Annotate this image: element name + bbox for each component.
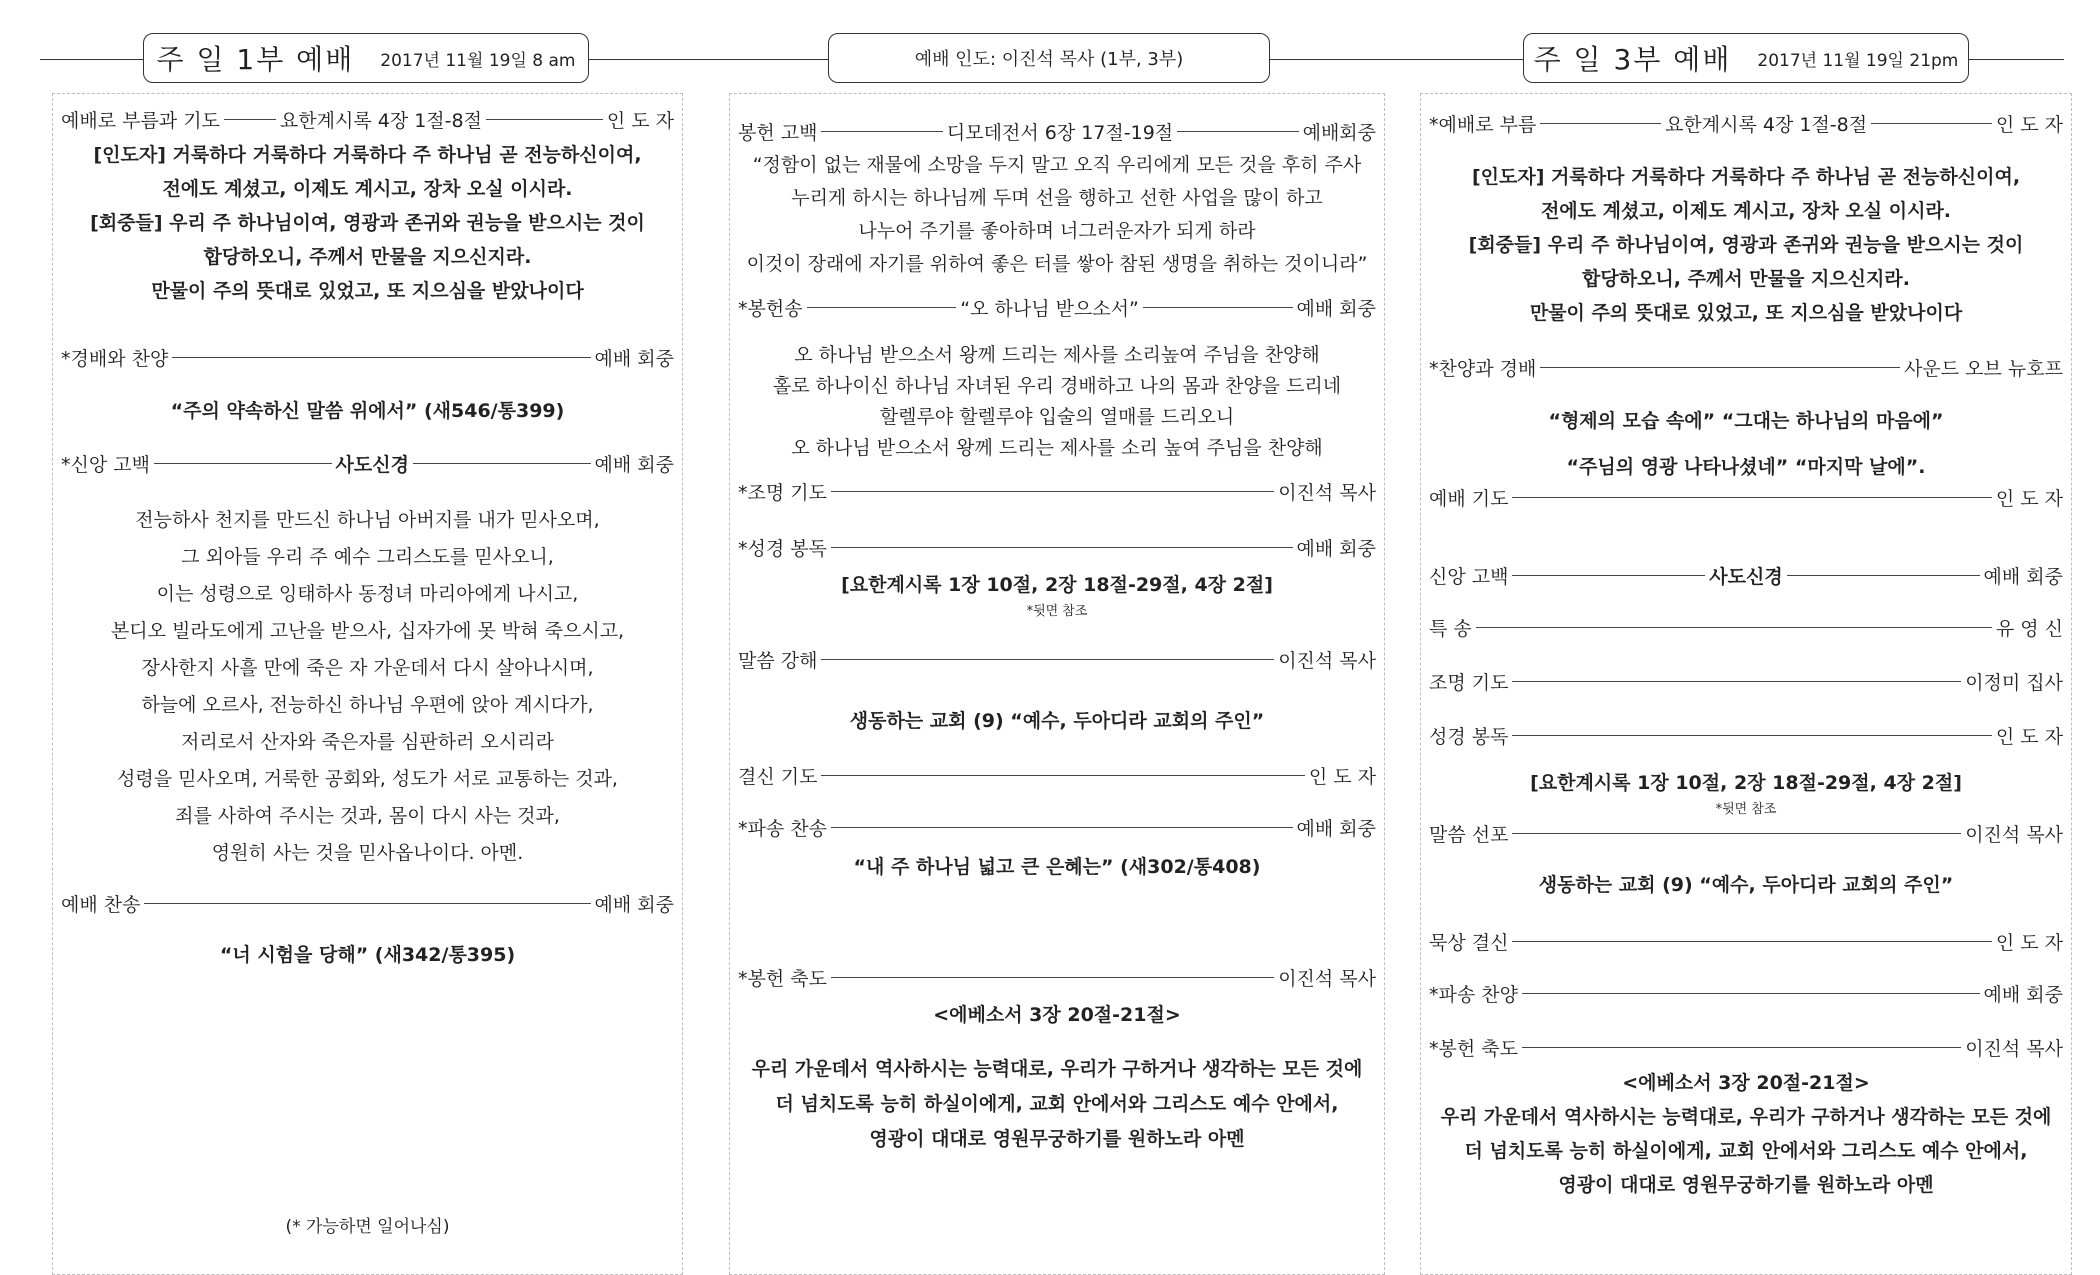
center-column [729, 93, 1385, 1275]
leader-line [413, 463, 591, 464]
offering-line: 누리게 하시는 하나님께 두며 선을 행하고 선한 사업을 많이 하고 [791, 187, 1323, 209]
service-3-column [1420, 93, 2072, 1275]
worship-leader-header [828, 33, 1270, 83]
creed-row [1429, 562, 2063, 589]
offering-song-title: “오 하나님 받으소서” [960, 298, 1139, 320]
illumination-prayer-label: 조명 기도 [1429, 672, 1509, 694]
service-1-title: 주 일 1부 예배 [156, 43, 355, 76]
benediction-row [738, 964, 1376, 991]
leader-line [1522, 1047, 1961, 1048]
benediction-reference: <에베소서 3장 20절-21절> [933, 1004, 1181, 1026]
scripture-reading-who: 인 도 자 [1995, 726, 2063, 748]
benediction-reference: <에베소서 3장 20절-21절> [1622, 1072, 1870, 1094]
leader-line [144, 903, 590, 904]
benediction-label: *봉헌 축도 [1429, 1038, 1518, 1060]
praise-label: *찬양과 경배 [1429, 358, 1537, 380]
decision-prayer-row [738, 762, 1376, 789]
meditation-label: 묵상 결신 [1429, 932, 1509, 954]
worship-prayer-row [1429, 484, 2063, 511]
leader-line [831, 977, 1274, 978]
leader-line [224, 119, 276, 120]
special-song-who: 유 영 신 [1995, 618, 2063, 640]
benediction-line: 우리 가운데서 역사하시는 능력대로, 우리가 구하거나 생각하는 모든 것에 [1440, 1106, 2052, 1128]
benediction-who: 이진석 목사 [1278, 968, 1376, 990]
leader-line [1540, 367, 1900, 368]
leader-line [807, 307, 957, 308]
scripture-reading-row [738, 534, 1376, 561]
offering-song-label: *봉헌송 [738, 298, 803, 320]
praise-row [61, 344, 674, 371]
scripture-reading-label: 성경 봉독 [1429, 726, 1509, 748]
offering-line: “정함이 없는 재물에 소망을 두지 말고 오직 우리에게 모든 것을 후히 주사 [752, 154, 1362, 176]
leader-line [821, 659, 1274, 660]
responsive-line-5: 만물이 주의 뜻대로 있었고, 또 지으심을 받았나이다 [151, 280, 584, 302]
hymn-song: “너 시험을 당해” (새342/통395) [219, 944, 516, 966]
illumination-prayer-row [1429, 668, 2063, 695]
special-song-label: 특 송 [1429, 618, 1472, 640]
service-3-date: 2017년 11월 19일 21pm [1757, 50, 1959, 71]
benediction-label: *봉헌 축도 [738, 968, 827, 990]
benediction-who: 이진석 목사 [1965, 1038, 2063, 1060]
responsive-line-5: 만물이 주의 뜻대로 있었고, 또 지으심을 받았나이다 [1529, 302, 1963, 324]
praise-songs: “주님의 영광 나타나셨네” “마지막 날에”. [1566, 456, 1926, 478]
back-page-note: *뒷면 참조 [1715, 802, 1777, 817]
hymn-who: 예배 회중 [594, 894, 674, 916]
responsive-line-1: [인도자] 거룩하다 거룩하다 거룩하다 주 하나님 곧 전능하신이여, [1471, 166, 2021, 188]
leader-line [172, 357, 590, 358]
creed-line: 장사한지 사흘 만에 죽은 자 가운데서 다시 살아나시며, [141, 657, 594, 679]
creed-row [61, 450, 674, 477]
hymn-label: 예배 찬송 [61, 894, 141, 916]
leader-line [1787, 575, 1980, 576]
decision-prayer-label: 결신 기도 [738, 766, 818, 788]
leader-line [1512, 941, 1991, 942]
call-to-worship-row [61, 106, 674, 133]
praise-who: 사운드 오브 뉴호프 [1904, 358, 2063, 380]
benediction-row [1429, 1034, 2063, 1061]
offering-song-line: 오 하나님 받으소서 왕께 드리는 제사를 소리높여 주님을 찬양해 [794, 344, 1320, 366]
sermon-label: 말씀 강해 [738, 650, 818, 672]
call-to-worship-label: 예배로 부름과 기도 [61, 110, 220, 132]
leader-line [831, 827, 1293, 828]
responsive-line-4: 합당하오니, 주께서 만물을 지으신지라. [203, 246, 532, 268]
call-scripture: 요한계시록 4장 1절-8절 [1665, 114, 1868, 136]
leader-line [1512, 575, 1705, 576]
sending-hymn-who: 예배 회중 [1983, 984, 2063, 1006]
creed-who: 예배 회중 [594, 454, 675, 476]
leader-line [1512, 735, 1991, 736]
illumination-prayer-label: *조명 기도 [738, 482, 827, 504]
creed-line: 이는 성령으로 잉태하사 동정녀 마리아에게 나시고, [156, 583, 579, 605]
leader-line [1871, 123, 1992, 124]
benediction-line: 더 넘치도록 능히 하실이에게, 교회 안에서와 그리스도 예수 안에서, [775, 1093, 1339, 1115]
responsive-line-2: 전에도 계셨고, 이제도 계시고, 장차 오실 이시라. [162, 178, 573, 200]
call-scripture: 요한계시록 4장 1절-8절 [279, 110, 482, 132]
creed-label: *신앙 고백 [61, 454, 150, 476]
benediction-line: 더 넘치도록 능히 하실이에게, 교회 안에서와 그리스도 예수 안에서, [1464, 1140, 2028, 1162]
sending-hymn-label: *파송 찬양 [1429, 984, 1518, 1006]
scripture-reference: [요한계시록 1장 10절, 2장 18절-29절, 4장 2절] [1530, 772, 1962, 794]
call-to-worship-row [1429, 110, 2063, 137]
sermon-row [738, 646, 1376, 673]
offering-song-who: 예배 회중 [1296, 298, 1377, 320]
back-page-note: *뒷면 참조 [1026, 604, 1088, 619]
creed-line: 본디오 빌라도에게 고난을 받으사, 십자가에 못 박혀 죽으시고, [110, 620, 625, 642]
offering-scripture: 디모데전서 6장 17절-19절 [946, 122, 1174, 144]
creed-line: 영원히 사는 것을 믿사옵나이다. 아멘. [211, 842, 524, 864]
leader-line [1177, 131, 1298, 132]
sermon-title: 생동하는 교회 (9) “예수, 두아디라 교회의 주인” [849, 710, 1265, 732]
creed-line: 성령을 믿사오며, 거룩한 공회와, 성도가 서로 교통하는 것과, [117, 768, 618, 790]
offering-line: 나누어 주기를 좋아하며 너그러운자가 되게 하라 [858, 220, 1256, 242]
offering-line: 이것이 장래에 자기를 위하여 좋은 터를 쌓아 참된 생명을 취하는 것이니라” [746, 253, 1368, 275]
leader-line [821, 775, 1304, 776]
praise-row [1429, 354, 2063, 381]
leader-line [831, 547, 1293, 548]
service-1-date: 2017년 11월 19일 8 am [380, 50, 576, 71]
leader-line [1540, 123, 1661, 124]
sending-hymn-row [1429, 980, 2063, 1007]
sending-hymn-song: “내 주 하나님 넓고 큰 은혜는” (새302/통408) [853, 856, 1261, 878]
creed-label: 신앙 고백 [1429, 566, 1509, 588]
sermon-who: 이진석 목사 [1278, 650, 1376, 672]
sending-hymn-row [738, 814, 1376, 841]
offering-song-line: 홀로 하나이신 하나님 자녀된 우리 경배하고 나의 몸과 찬양을 드리네 [772, 375, 1342, 397]
scripture-reading-label: *성경 봉독 [738, 538, 827, 560]
leader-line [154, 463, 332, 464]
creed-line: 하늘에 오르사, 전능하신 하나님 우편에 앉아 계시다가, [141, 694, 594, 716]
creed-line: 저리로서 산자와 죽은자를 심판하러 오시리라 [181, 731, 554, 753]
scripture-reading-who: 예배 회중 [1296, 538, 1376, 560]
sermon-who: 이진석 목사 [1965, 824, 2063, 846]
responsive-line-3: [회중들] 우리 주 하나님이여, 영광과 존귀와 권능을 받으시는 것이 [1468, 234, 2024, 256]
creed-who: 예배 회중 [1983, 566, 2064, 588]
benediction-line: 우리 가운데서 역사하시는 능력대로, 우리가 구하거나 생각하는 모든 것에 [751, 1058, 1363, 1080]
scripture-reading-row [1429, 722, 2063, 749]
leader-line [821, 131, 942, 132]
hymn-row [61, 890, 674, 917]
leader-line [1476, 627, 1992, 628]
praise-song: “주의 약속하신 말씀 위에서” (새546/통399) [170, 400, 565, 422]
call-leader: 인 도 자 [1995, 114, 2064, 136]
creed-title: 사도신경 [1709, 566, 1783, 588]
praise-label: *경배와 찬양 [61, 348, 169, 370]
offering-song-line: 오 하나님 받으소서 왕께 드리는 제사를 소리 높여 주님을 찬양해 [791, 437, 1323, 459]
call-leader: 인 도 자 [606, 110, 674, 132]
creed-line: 죄를 사하여 주시는 것과, 몸이 다시 사는 것과, [175, 805, 560, 827]
creed-line: 그 외아들 우리 주 예수 그리스도를 믿사오니, [181, 546, 554, 568]
leader-line [1512, 497, 1991, 498]
meditation-row [1429, 928, 2063, 955]
creed-line: 전능하사 천지를 만드신 하나님 아버지를 내가 믿사오며, [135, 509, 600, 531]
leader-line [1512, 681, 1961, 682]
offering-song-row [738, 294, 1376, 321]
service-1-column [52, 93, 683, 1275]
creed-title: 사도신경 [335, 454, 409, 476]
worship-leader: 예배 인도: 이진석 목사 (1부, 3부) [914, 49, 1184, 70]
meditation-who: 인 도 자 [1995, 932, 2063, 954]
worship-prayer-who: 인 도 자 [1995, 488, 2063, 510]
service-1-header [143, 33, 589, 83]
offering-who: 예배회중 [1302, 122, 1377, 144]
offering-confession-row [738, 118, 1376, 145]
scripture-reference: [요한계시록 1장 10절, 2장 18절-29절, 4장 2절] [841, 574, 1273, 596]
sermon-title: 생동하는 교회 (9) “예수, 두아디라 교회의 주인” [1538, 874, 1954, 896]
service-3-header [1523, 33, 1969, 83]
leader-line [1143, 307, 1293, 308]
decision-prayer-who: 인 도 자 [1308, 766, 1376, 788]
responsive-line-4: 합당하오니, 주께서 만물을 지으신지라. [1582, 268, 1910, 290]
benediction-line: 영광이 대대로 영원무궁하기를 원하노라 아멘 [1558, 1174, 1934, 1196]
leader-line [1512, 833, 1961, 834]
responsive-line-3: [회중들] 우리 주 하나님이여, 영광과 존귀와 권능을 받으시는 것이 [90, 212, 645, 234]
illumination-prayer-who: 이진석 목사 [1278, 482, 1376, 504]
benediction-line: 영광이 대대로 영원무궁하기를 원하노라 아멘 [869, 1128, 1245, 1150]
call-to-worship-label: *예배로 부름 [1429, 114, 1537, 136]
offering-confession-label: 봉헌 고백 [738, 122, 818, 144]
special-song-row [1429, 614, 2063, 641]
responsive-line-2: 전에도 계셨고, 이제도 계시고, 장차 오실 이시라. [1540, 200, 1952, 222]
leader-line [831, 491, 1274, 492]
service-3-title: 주 일 3부 예배 [1533, 43, 1732, 76]
sending-hymn-label: *파송 찬송 [738, 818, 827, 840]
standing-footnote: (* 가능하면 일어나심) [285, 1217, 450, 1237]
illumination-prayer-who: 이정미 집사 [1965, 672, 2063, 694]
praise-songs: “형제의 모습 속에” “그대는 하나님의 마음에” [1548, 410, 1944, 432]
praise-who: 예배 회중 [594, 348, 674, 370]
sermon-label: 말씀 선포 [1429, 824, 1509, 846]
illumination-prayer-row [738, 478, 1376, 505]
offering-song-line: 할렐루야 할렐루야 입술의 열매를 드리오니 [879, 406, 1235, 428]
leader-line [1522, 993, 1980, 994]
sending-hymn-who: 예배 회중 [1296, 818, 1376, 840]
leader-line [486, 119, 603, 120]
responsive-line-1: [인도자] 거룩하다 거룩하다 거룩하다 주 하나님 곧 전능하신이여, [93, 144, 642, 166]
worship-prayer-label: 예배 기도 [1429, 488, 1509, 510]
sermon-row [1429, 820, 2063, 847]
